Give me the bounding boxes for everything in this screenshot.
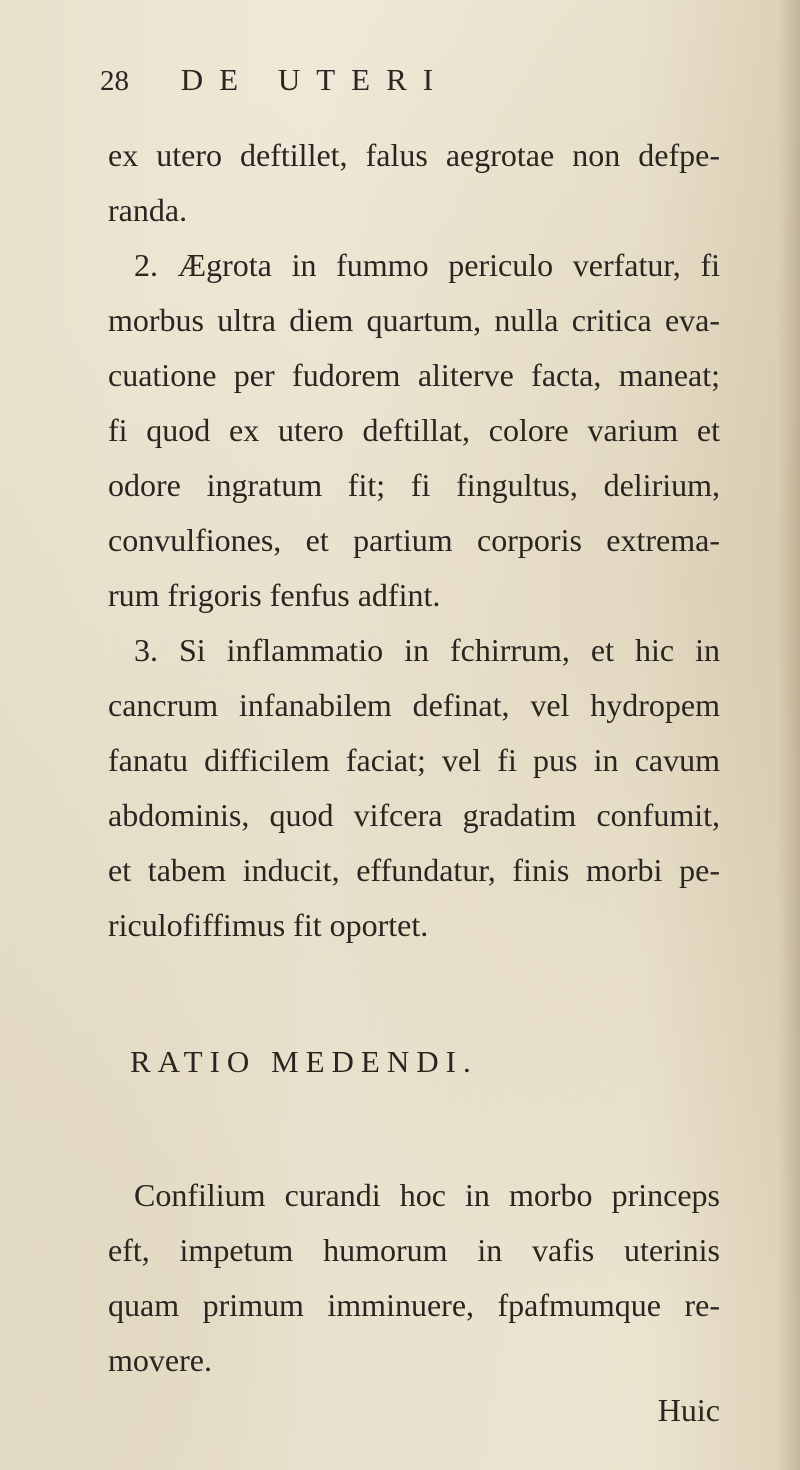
text-line: Confilium curandi hoc in morbo princeps	[134, 1177, 720, 1213]
text-line: ex utero deftillet, falus aegrotae non defpe-	[108, 137, 720, 173]
text-line: riculofiffimus fit oportet.	[108, 907, 429, 943]
text-line: et tabem inducit, effundatur, finis morbi pe-	[108, 852, 720, 888]
text-line: abdominis, quod vifcera gradatim confumit,	[108, 797, 720, 833]
section-text	[108, 1168, 720, 1388]
text-line: movere.	[108, 1342, 212, 1378]
running-head	[100, 62, 660, 98]
text-line: cancrum infanabilem definat, vel hydropem	[108, 687, 720, 723]
text-line: quam primum imminuere, fpafmumque re-	[108, 1287, 720, 1323]
main-text	[108, 128, 720, 953]
text-line: morbus ultra diem quartum, nulla critica eva-	[108, 302, 720, 338]
text-line: 3. Si inflammatio in fchirrum, et hic in	[134, 632, 720, 668]
text-line: randa.	[108, 192, 188, 228]
text-line: fi quod ex utero deftillat, colore varium et	[108, 412, 720, 448]
text-line: 2. Ægrota in fummo periculo verfatur, fi	[134, 247, 720, 283]
running-title: DE UTERI	[180, 62, 450, 97]
text-line: fanatu difficilem faciat; vel fi pus in cavum	[108, 742, 720, 778]
catchword: Huic	[657, 1392, 720, 1428]
text-line: cuatione per fudorem aliterve facta, maneat;	[108, 357, 720, 393]
text-line: odore ingratum fit; fi fingultus, delirium,	[108, 467, 720, 503]
page-edge-shadow	[778, 0, 800, 1470]
page-number: 28	[100, 65, 129, 97]
text-line: rum frigoris fenfus adfint.	[108, 577, 441, 613]
text-line: eft, impetum humorum in vafis uterinis	[108, 1232, 720, 1268]
text-line: convulfiones, et partium corporis extrema-	[108, 522, 720, 558]
section-heading: RATIO MEDENDI.	[130, 1044, 478, 1079]
